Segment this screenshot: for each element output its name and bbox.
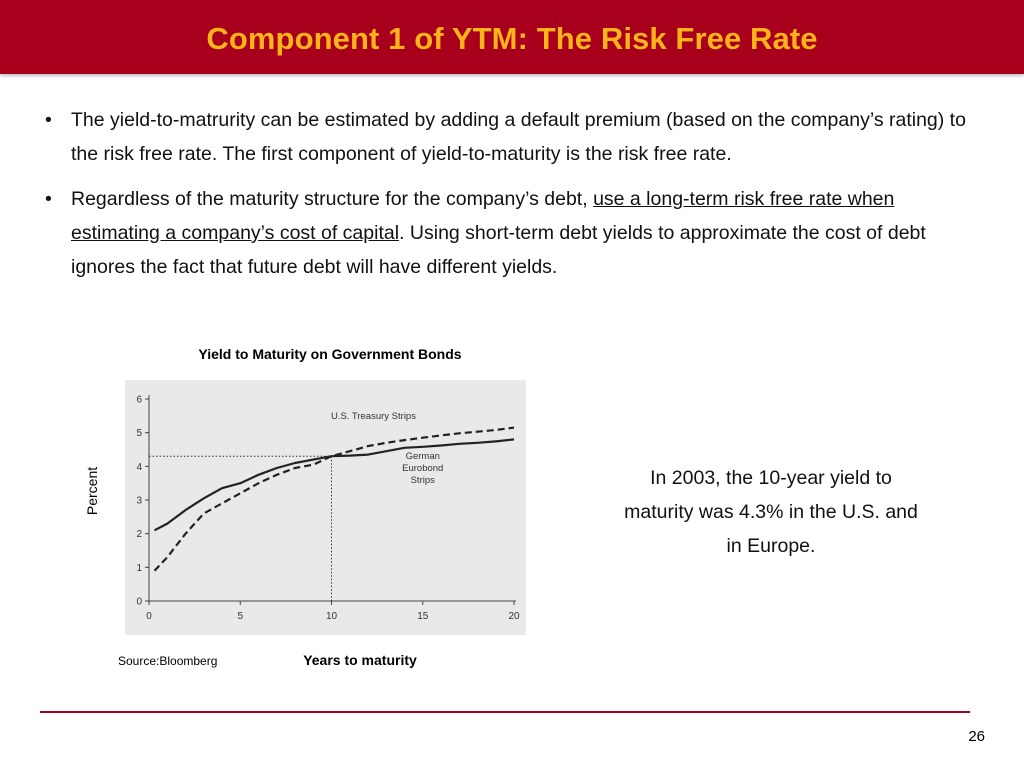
y-tick-label: 1 [136,562,142,574]
y-tick-label: 2 [136,529,142,541]
german-eurobond-series-label: Eurobond [402,462,444,474]
bullet-text: The yield-to-matrurity can be estimated by adding a default premium (based on the company’s rating) to the risk free rate. The first component of yield-to-maturity is the risk free rate. [71,109,966,165]
german-eurobond-series-label: Strips [410,474,435,486]
chart-title: Yield to Maturity on Government Bonds [198,346,462,362]
bullet-text-pre: Regardless of the maturity structure for the company’s debt, [71,188,594,210]
title-bar [0,0,1024,74]
x-tick-label: 5 [237,611,244,622]
x-tick-label: 0 [146,611,152,622]
german-eurobond-series-label: German [405,450,440,462]
y-tick-label: 5 [136,428,142,440]
page-number: 26 [968,728,985,745]
side-note: In 2003, the 10-year yield to maturity was 4.3% in the U.S. and in Europe. [624,467,918,557]
bullet-text-post: . Using short-term debt yields to approximate the cost of debt ignores the fact that future debt will have different yields. [71,222,926,278]
y-tick-label: 6 [136,394,142,406]
x-axis-label: Years to maturity [303,652,417,668]
x-tick-label: 15 [417,611,429,622]
y-tick-label: 0 [136,596,142,608]
us-treasury-series-label: U.S. Treasury Strips [330,411,416,423]
us-treasury-line [155,428,515,571]
y-tick-label: 4 [136,461,142,473]
bullet-underlined-text: use a long-term risk free rate when estimating a company’s cost of capital [71,188,895,244]
y-axis-label: Percent [84,466,100,516]
x-tick-label: 10 [325,611,338,622]
german-eurobond-line [155,439,515,530]
bullet-list [42,103,972,295]
footer-divider [40,711,970,713]
bullet-item [42,182,972,284]
slide-title: Component 1 of YTM: The Risk Free Rate [206,21,818,56]
x-tick-label: 20 [508,611,520,622]
yield-chart [125,380,526,635]
bullet-item [42,103,972,171]
y-tick-label: 3 [136,495,142,507]
source-note: Source:Bloomberg [118,654,218,668]
